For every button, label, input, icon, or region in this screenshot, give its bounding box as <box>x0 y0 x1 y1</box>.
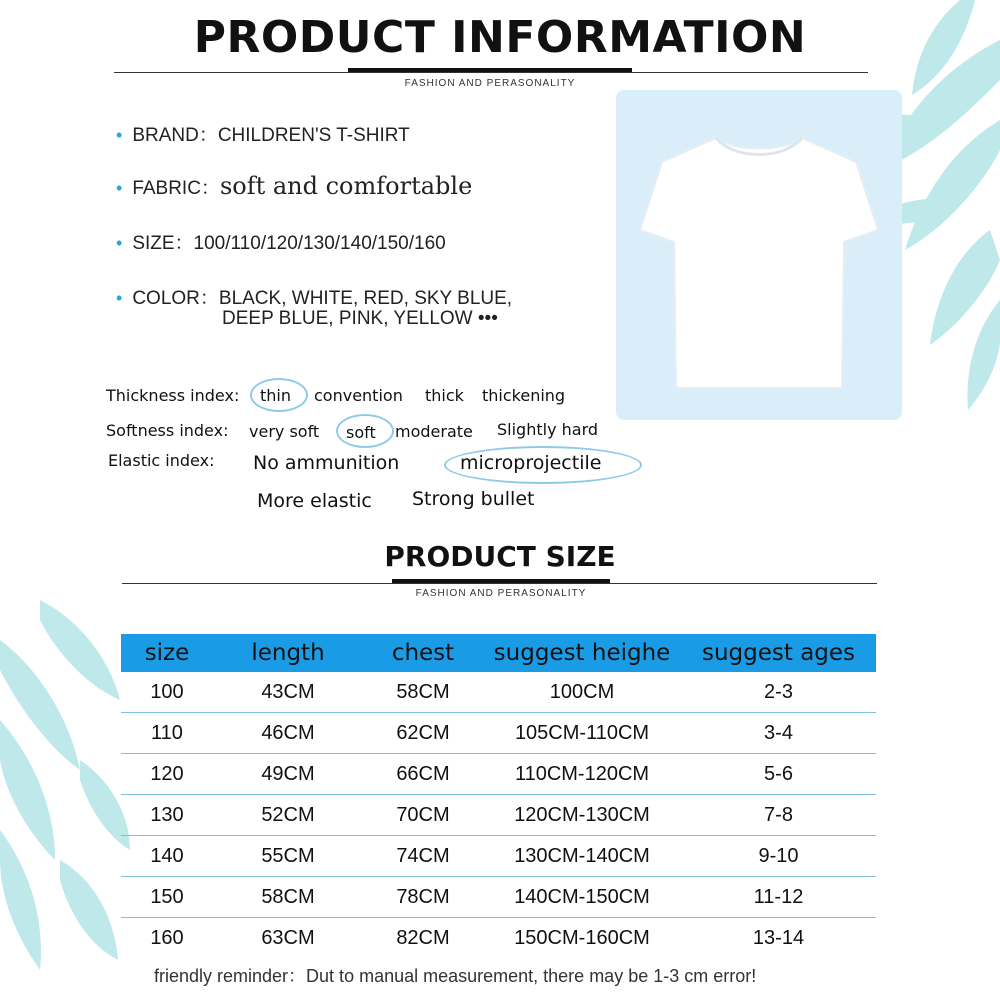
thickness-option-convention: convention <box>314 386 403 405</box>
table-cell: 120 <box>121 754 213 795</box>
fabric-label: FABRIC： <box>132 178 220 199</box>
table-cell: 160 <box>150 926 184 949</box>
tagline: FASHION AND PERASONALITY <box>404 78 576 89</box>
column-header: suggest heighe <box>483 634 681 672</box>
elastic-option-more-elastic: More elastic <box>257 490 372 512</box>
table-cell: 105CM-110CM <box>483 713 681 754</box>
table-cell: 100 <box>121 672 213 713</box>
table-cell: 100CM <box>483 672 681 713</box>
friendly-reminder: friendly reminder：Dut to manual measurement, there may be 1-3 cm error! <box>154 966 757 986</box>
table-row <box>121 672 876 713</box>
bullet-icon: • <box>116 125 123 145</box>
product-image <box>616 90 902 420</box>
size-value: 100/110/120/130/140/150/160 <box>193 233 446 254</box>
table-cell: 150CM-160CM <box>514 926 650 949</box>
table-cell: 9-10 <box>681 836 876 877</box>
table-cell: 110 <box>121 713 213 754</box>
table-cell: 150 <box>121 877 213 918</box>
title-divider <box>114 72 868 73</box>
table-cell: 5-6 <box>681 754 876 795</box>
table-cell: 66CM <box>363 754 483 795</box>
color-label: COLOR： <box>132 288 219 309</box>
column-header: length <box>213 634 363 672</box>
table-cell: 46CM <box>213 713 363 754</box>
size-tagline: FASHION AND PERASONALITY <box>415 588 587 599</box>
brand-row <box>116 120 410 147</box>
size-table <box>121 634 876 958</box>
tshirt-icon <box>616 90 902 420</box>
table-cell: 52CM <box>213 795 363 836</box>
table-row <box>121 836 876 877</box>
table-row <box>121 918 876 959</box>
softness-option-soft: soft <box>346 423 376 442</box>
size-divider <box>122 583 877 584</box>
table-cell: 110CM-120CM <box>483 754 681 795</box>
bullet-icon: • <box>116 288 123 308</box>
thickness-option-thick: thick <box>425 386 464 405</box>
table-header-row <box>121 634 876 672</box>
column-header: size <box>121 634 213 672</box>
fabric-value: soft and comfortable <box>219 172 473 200</box>
table-cell: 140CM-150CM <box>483 877 681 918</box>
size-row <box>116 228 446 255</box>
selection-highlight <box>444 446 642 484</box>
table-cell: 58CM <box>213 877 363 918</box>
table-cell: 78CM <box>363 877 483 918</box>
brand-label: BRAND： <box>132 125 218 146</box>
table-cell: 140 <box>121 836 213 877</box>
table-cell: 55CM <box>213 836 363 877</box>
table-cell: 130CM-140CM <box>483 836 681 877</box>
selection-highlight <box>336 414 394 448</box>
softness-label: Softness index: <box>106 421 229 440</box>
table-cell: 120CM-130CM <box>483 795 681 836</box>
table-row <box>121 795 876 836</box>
bullet-icon: • <box>116 233 123 253</box>
color-value-line2: DEEP BLUE, PINK, YELLOW ••• <box>222 308 498 329</box>
table-cell: 2-3 <box>681 672 876 713</box>
column-header: chest <box>363 634 483 672</box>
table-row <box>121 754 876 795</box>
selection-highlight <box>250 378 308 412</box>
elastic-label: Elastic index: <box>108 451 215 470</box>
table-cell: 49CM <box>213 754 363 795</box>
table-cell: 3-4 <box>681 713 876 754</box>
color-value-line1: BLACK, WHITE, RED, SKY BLUE, <box>218 288 513 309</box>
size-section-title: PRODUCT SIZE <box>384 540 616 573</box>
table-cell: 130 <box>121 795 213 836</box>
table-cell: 82CM <box>396 926 450 949</box>
elastic-option-microprojectile: microprojectile <box>460 452 602 474</box>
table-cell: 70CM <box>363 795 483 836</box>
thickness-option-thin: thin <box>260 386 291 405</box>
table-cell: 11-12 <box>681 877 876 918</box>
page-title: PRODUCT INFORMATION <box>193 12 807 63</box>
table-cell: 13-14 <box>752 926 805 949</box>
elastic-option-no-ammunition: No ammunition <box>253 452 400 474</box>
bullet-icon: • <box>116 178 123 198</box>
column-header: suggest ages <box>681 634 876 672</box>
fabric-row <box>116 172 472 200</box>
thickness-option-thickening: thickening <box>482 386 566 405</box>
table-row <box>121 877 876 918</box>
table-cell: 62CM <box>363 713 483 754</box>
thickness-label: Thickness index: <box>106 386 240 405</box>
title-underline <box>348 68 632 72</box>
table-cell: 63CM <box>261 926 315 949</box>
color-row <box>116 283 512 310</box>
table-cell: 7-8 <box>681 795 876 836</box>
table-cell: 43CM <box>213 672 363 713</box>
size-label: SIZE： <box>132 233 194 254</box>
softness-option-very-soft: very soft <box>249 422 320 441</box>
softness-option-slightly-hard: Slightly hard <box>497 420 599 439</box>
table-cell: 58CM <box>363 672 483 713</box>
brand-value: CHILDREN'S T-SHIRT <box>217 125 410 146</box>
elastic-option-strong-bullet: Strong bullet <box>412 488 535 510</box>
softness-option-moderate: moderate <box>395 422 473 441</box>
table-cell: 74CM <box>363 836 483 877</box>
table-row <box>121 713 876 754</box>
size-title-underline <box>392 579 610 583</box>
